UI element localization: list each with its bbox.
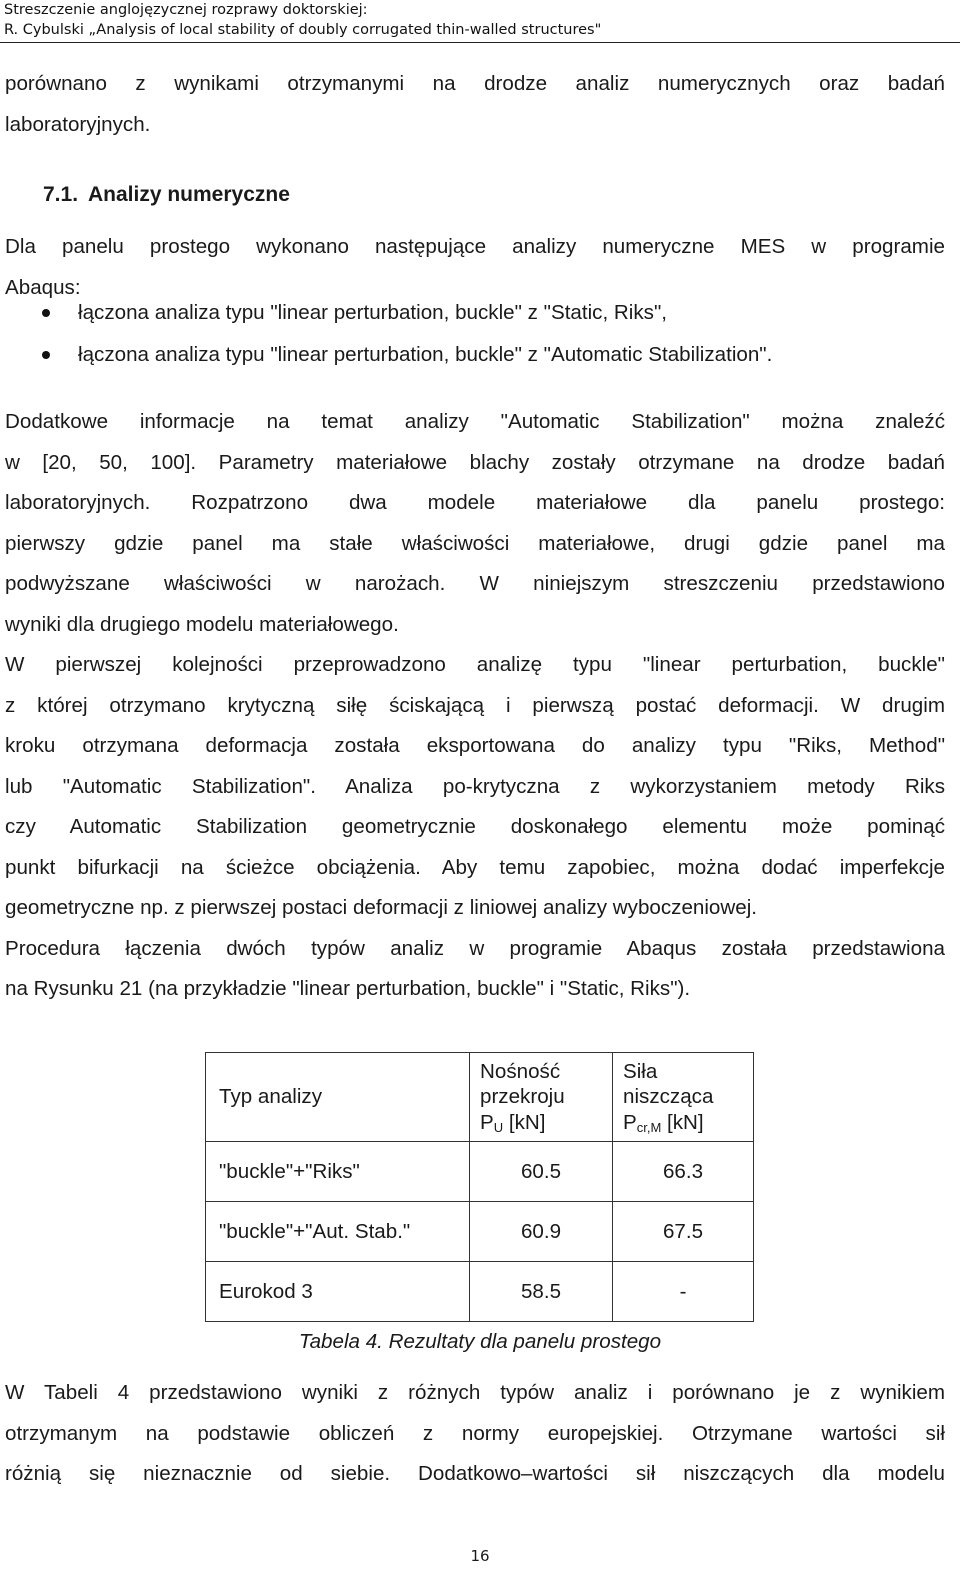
header-text: przekroju <box>480 1085 565 1109</box>
table-row <box>206 1142 754 1202</box>
cell-failure-load: - <box>613 1262 754 1322</box>
list-item <box>0 292 945 334</box>
section-heading <box>43 175 290 215</box>
text-line: Abaqus: <box>5 275 81 299</box>
table-caption: Tabela 4. Rezultaty dla panelu prostego <box>298 1330 662 1353</box>
list-item-text: łączona analiza typu "linear perturbation, buckle" z "Static, Riks", <box>78 301 667 324</box>
text-line: otrzymanym na podstawie obliczeń z normy europejskiej. Otrzymane wartości sił <box>5 1421 945 1445</box>
header-section-capacity <box>470 1053 613 1142</box>
paragraph-2 <box>5 402 945 1010</box>
symbol: P <box>623 1110 637 1134</box>
header-line-2: R. Cybulski „Analysis of local stability of doubly corrugated thin-walled structures" <box>4 22 602 38</box>
text-line: lub "Automatic Stabilization". Analiza po-krytyczna z wykorzystaniem metody Riks <box>5 774 945 798</box>
header-line-1: Streszczenie anglojęzycznej rozprawy doktorskiej: <box>4 2 368 18</box>
bullet-icon <box>42 351 50 359</box>
text-line: W pierwszej kolejności przeprowadzono analizę typu "linear perturbation, buckle" <box>5 653 945 676</box>
header-text: niszcząca <box>623 1085 714 1109</box>
cell-section-capacity: 58.5 <box>470 1262 613 1322</box>
paragraph-3 <box>5 1373 945 1495</box>
text-line: wyniki dla drugiego modelu materiałowego. <box>5 612 399 636</box>
text-line: laboratoryjnych. <box>5 112 151 136</box>
header-text: Siła <box>623 1059 658 1083</box>
bullet-list <box>0 292 945 376</box>
text-line: podwyższane właściwości w narożach. W niniejszym streszczeniu przedstawiono <box>5 572 945 595</box>
text-line: punkt bifurkacji na ścieżce obciążenia. Aby temu zapobiec, można dodać imperfekcje <box>5 855 945 879</box>
text-line: na Rysunku 21 (na przykładzie "linear perturbation, buckle" i "Static, Riks"). <box>5 977 691 1000</box>
symbol: P <box>480 1110 494 1134</box>
page-number: 16 <box>470 1547 490 1565</box>
text-line: W Tabeli 4 przedstawiono wyniki z różnych typów analiz i porównano je z wynikiem <box>5 1381 945 1404</box>
text-line: czy Automatic Stabilization geometrycznie doskonałego elementu może pominąć <box>5 815 945 838</box>
unit: [kN] <box>661 1110 704 1134</box>
cell-section-capacity: 60.5 <box>470 1142 613 1202</box>
list-item-text: łączona analiza typu "linear perturbation, buckle" z "Automatic Stabilization". <box>78 343 773 366</box>
table-row <box>206 1262 754 1322</box>
results-table <box>205 1052 754 1322</box>
header-symbol <box>623 1110 753 1136</box>
text-line: Dodatkowe informacje na temat analizy "Automatic Stabilization" można znaleźć <box>5 410 945 433</box>
header-divider <box>0 42 960 43</box>
text-line: Dla panelu prostego wykonano następujące analizy numeryczne MES w programie <box>5 235 945 258</box>
text-line: geometryczne np. z pierwszej postaci deformacji z liniowej analizy wyboczeniowej. <box>5 896 758 919</box>
text-line: laboratoryjnych. Rozpatrzono dwa modele materiałowe dla panelu prostego: <box>5 491 945 514</box>
section-number: 7.1. <box>43 183 79 206</box>
cell-analysis-type: "buckle"+"Aut. Stab." <box>206 1202 470 1262</box>
cell-analysis-type: Eurokod 3 <box>206 1262 470 1322</box>
table-header-row <box>206 1053 754 1142</box>
unit: [kN] <box>503 1110 546 1134</box>
table-row <box>206 1202 754 1262</box>
text-line: w [20, 50, 100]. Parametry materiałowe blachy zostały otrzymane na drodze badań <box>5 450 945 474</box>
document-header <box>4 0 601 40</box>
text-line: z której otrzymano krytyczną siłę ściskającą i pierwszą postać deformacji. W drugim <box>5 693 945 717</box>
symbol-subscript: cr,M <box>636 1119 662 1135</box>
text-line: różnią się nieznacznie od siebie. Dodatkowo–wartości sił niszczących dla modelu <box>5 1462 945 1485</box>
header-text: Nośność <box>480 1059 561 1083</box>
cell-failure-load: 66.3 <box>613 1142 754 1202</box>
header-symbol <box>480 1110 612 1136</box>
cell-analysis-type: "buckle"+"Riks" <box>206 1142 470 1202</box>
header-analysis-type: Typ analizy <box>206 1053 470 1142</box>
intro-paragraph <box>5 64 945 145</box>
header-failure-load <box>613 1053 754 1142</box>
cell-section-capacity: 60.9 <box>470 1202 613 1262</box>
cell-failure-load: 67.5 <box>613 1202 754 1262</box>
text-line: pierwszy gdzie panel ma stałe właściwości materiałowe, drugi gdzie panel ma <box>5 531 945 555</box>
list-item <box>0 334 945 376</box>
symbol-subscript: U <box>493 1119 504 1135</box>
text-line: porównano z wynikami otrzymanymi na drodze analiz numerycznych oraz badań <box>5 72 945 95</box>
text-line: kroku otrzymana deformacja została eksportowana do analizy typu "Riks, Method" <box>5 734 945 757</box>
bullet-icon <box>42 309 50 317</box>
text-line: Procedura łączenia dwóch typów analiz w programie Abaqus została przedstawiona <box>5 936 945 960</box>
section-title: Analizy numeryczne <box>88 183 290 206</box>
